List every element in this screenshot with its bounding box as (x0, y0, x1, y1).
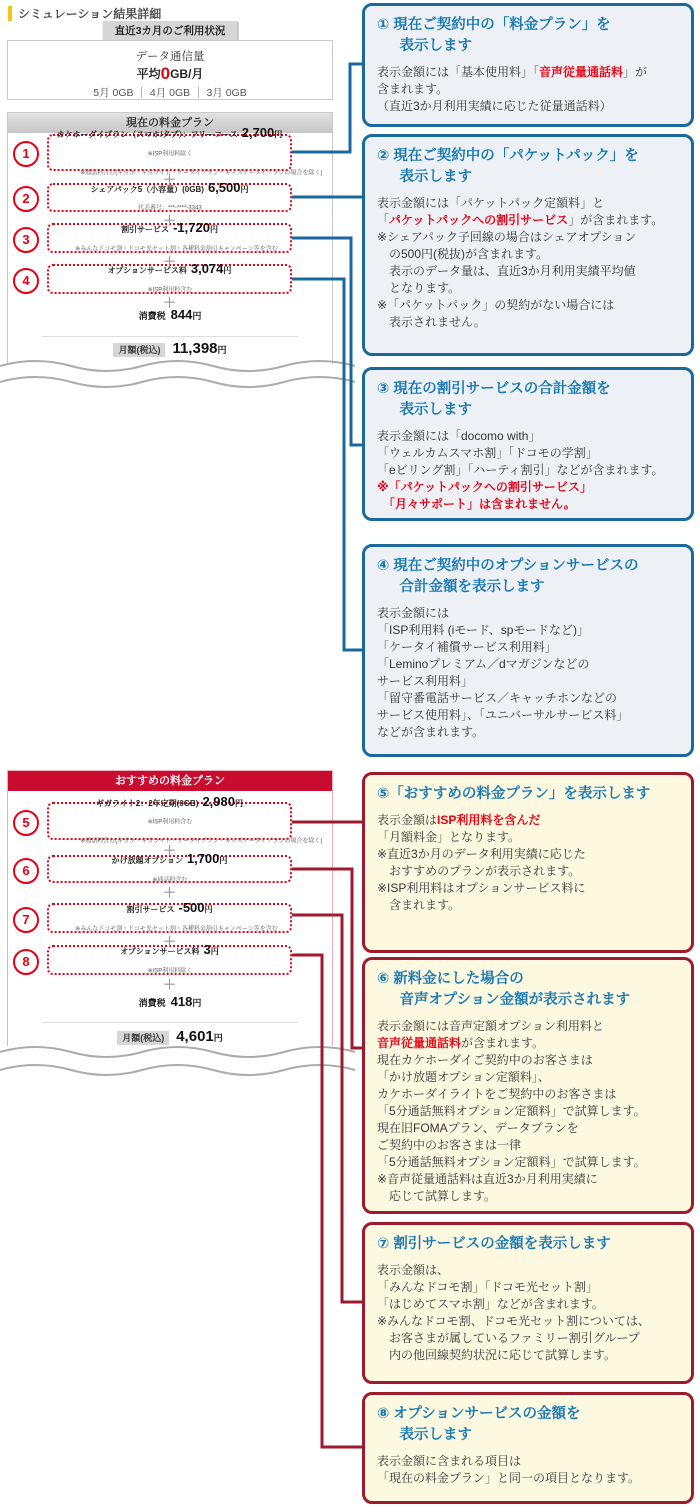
explanation-body-line (377, 1279, 679, 1296)
explanation-title (377, 556, 679, 598)
plus-sign: ＋ (162, 254, 176, 269)
plan-item-main (50, 793, 289, 811)
item-number-badge-3: 3 (13, 227, 39, 253)
usage-avg-prefix: 平均 (136, 67, 161, 81)
plus-sign: ＋ (162, 934, 176, 949)
explanation-text-segment: （直近3か月利用実績に応じた従量通話料） (377, 99, 612, 114)
explanation-text-segment: 「5分通話無料オプション定額料」で試算します。 (377, 1155, 646, 1170)
recommended-wave-1 (0, 1047, 355, 1057)
plan-item-note-text: ※ISP利用料除く (147, 966, 192, 974)
explanation-body-line (377, 1103, 679, 1120)
explanation-box-4 (362, 544, 694, 757)
explanation-text-segment: 表示金額には「docomo with」 (377, 429, 541, 444)
usage-period-badge: 直近3カ月のご利用状況 (103, 21, 238, 40)
explanation-title (377, 1404, 679, 1446)
plan-item-name: ギガライト2：2年定期(0GB) (96, 798, 199, 808)
plan-item-unit: 円 (274, 130, 283, 140)
explanation-text-segment: 表示のデータ量は、直近3か月利用実績平均値 (377, 264, 636, 279)
plan-item-unit: 円 (219, 856, 228, 866)
explanation-text-segment: 「かけ放題オプション定額料」、 (377, 1070, 550, 1085)
explanation-body-line (377, 846, 679, 863)
plan-item-note (50, 960, 289, 979)
total-value: 4,601 (176, 1028, 214, 1045)
explanation-text-segment: 表示されません。 (377, 315, 486, 330)
explanation-body-line (377, 656, 679, 673)
explanation-text-segment: 「ケータイ補償サービス利用料」 (377, 640, 557, 655)
explanation-body-line (377, 829, 679, 846)
explanation-body-line (377, 1453, 679, 1470)
plan-item-name: かけ放題オプション (111, 856, 183, 866)
explanation-body-line (377, 1347, 679, 1364)
plan-item-name: カケホーダイプラン（スマホ/タブ）：フリーコース (56, 130, 238, 140)
recommended-plan-header: おすすめの料金プラン (8, 771, 332, 791)
explanation-title-line: 表示します (399, 402, 472, 419)
explanation-text-segment: 「ISP利用料 (iモード、spモードなど)」 (377, 623, 589, 638)
usage-avg-suffix: GB/月 (170, 67, 204, 81)
plan-item-note-text: ※通話料含む (151, 875, 188, 883)
plan-item-unit: 円 (210, 947, 219, 957)
plus-sign: ＋ (162, 843, 176, 858)
explanation-text-segment: ※みんなドコモ割、ドコモ光セット割については、 (377, 1314, 650, 1329)
explanation-body-line (377, 1120, 679, 1137)
plan-item-note-text: 代表番号：***-****-3343 (137, 204, 202, 212)
explanation-body-line (377, 724, 679, 741)
explanation-title-line: ② 現在ご契約中の「パケットパック」を (377, 148, 639, 164)
explanation-body-line (377, 1296, 679, 1313)
explanation-title-line: 表示します (399, 1427, 472, 1444)
recommended-plan-item-6 (47, 851, 292, 883)
explanation-box-7 (362, 1222, 694, 1384)
explanation-body-line (377, 1018, 679, 1035)
page-title (8, 5, 161, 22)
explanation-text-segment: 「月々サポート」は含まれません。 (377, 497, 576, 512)
plan-item-unit: 円 (223, 266, 232, 276)
plan-item-unit: 円 (240, 184, 249, 194)
explanation-title-line: ③ 現在の割引サービスの合計金額を (377, 381, 611, 397)
explanation-text-segment: ※音声従量通話料は直近3か月利用実績に (377, 1172, 598, 1187)
explanation-text-segment: 」が含まれます。 (568, 213, 664, 228)
total-unit: 円 (213, 1033, 223, 1043)
plan-item-unit: 円 (209, 225, 218, 235)
explanation-text-segment: サービス利用料」 (377, 674, 474, 689)
explanation-text-segment: 表示金額は、 (377, 1263, 450, 1278)
explanation-title-line: 合計金額を表示します (399, 579, 545, 596)
explanation-body-line (377, 1137, 679, 1154)
plus-sign: ＋ (162, 977, 176, 992)
explanation-box-5 (362, 772, 694, 953)
explanation-body-line (377, 195, 679, 212)
explanation-body (377, 1018, 679, 1205)
tax-value: 418 (170, 994, 193, 1009)
explanation-box-3 (362, 367, 694, 521)
plan-item-price: 2,700 (241, 125, 275, 141)
explanation-body-line (377, 496, 679, 513)
plan-item-unit: 円 (204, 905, 213, 915)
explanation-text-segment: 内の他回線契約状況に応じて試算します。 (377, 1348, 617, 1363)
plan-item-price: -500 (178, 900, 205, 916)
plan-item-price: 3,074 (190, 261, 224, 277)
current-divider (42, 336, 298, 337)
explanation-body-line (377, 1086, 679, 1103)
explanation-text-segment: 「ウェルカムスマホ割」「ドコモの学割」 (377, 446, 598, 461)
explanation-body-line (377, 1188, 679, 1205)
tax-label: 消費税 (138, 311, 166, 321)
explanation-body (377, 64, 679, 115)
total-badge: 月額(税込) (113, 343, 165, 357)
explanation-text-segment: ご契約中のお客さまは一律 (377, 1138, 522, 1153)
explanation-body-line (377, 1171, 679, 1188)
explanation-text-segment: ※直近3か月のデータ利用実績に応じた (377, 847, 586, 862)
explanation-body-line (377, 98, 679, 115)
explanation-body-line (377, 280, 679, 297)
explanation-text-segment: パケットパックへの割引サービス (389, 213, 569, 228)
explanation-body (377, 812, 679, 914)
explanation-title-line: ⑦ 割引サービスの金額を表示します (377, 1236, 611, 1252)
explanation-text-segment: 音声従量通話料 (377, 1036, 462, 1051)
explanation-body-line (377, 229, 679, 246)
usage-panel (7, 40, 333, 100)
item-number-badge-4: 4 (13, 268, 39, 294)
explanation-body-line (377, 1313, 679, 1330)
explanation-text-segment: 「現在の料金プラン」と同一の項目となります。 (377, 1471, 641, 1486)
explanation-body-line (377, 690, 679, 707)
explanation-title-line: ④ 現在ご契約中のオプションサービスの (377, 558, 639, 574)
explanation-body-line (377, 297, 679, 314)
item-number-badge-8: 8 (13, 949, 39, 975)
recommended-plan-item-8 (47, 942, 292, 975)
tax-unit: 円 (192, 311, 202, 321)
recommended-tax-row (7, 993, 333, 1011)
plus-sign: ＋ (162, 213, 176, 228)
plan-item-name: オプションサービス料 (107, 266, 187, 276)
explanation-body-line (377, 622, 679, 639)
explanation-text-segment: 表示金額には「基本使用料」「 (377, 65, 540, 80)
recommended-wave-2 (0, 1065, 355, 1075)
plus-sign: ＋ (162, 885, 176, 900)
current-plan-item-1 (47, 125, 323, 176)
explanation-text-segment: 「eビリング割」「ハーティ割引」などが含まれます。 (377, 463, 664, 478)
recommended-total-row (7, 1028, 333, 1046)
plan-item-note-text: ※ISP利用料含む (147, 818, 192, 826)
explanation-text-segment: 表示金額には音声定額オプション利用料と (377, 1019, 604, 1034)
explanation-body-line (377, 246, 679, 263)
explanation-body-line (377, 605, 679, 622)
explanation-body (377, 1453, 679, 1487)
usage-avg-value: 0 (160, 64, 171, 83)
explanation-text-segment: 」が (623, 65, 648, 80)
plus-sign: ＋ (162, 172, 176, 187)
plan-item-note-text: ※通話料含む(ギガホ・ギガライト・ケータイプラン・キッズケータイプランの場合を除く) (80, 168, 323, 176)
explanation-text-segment: 「5分通話無料オプション定額料」で試算します。 (377, 1104, 646, 1119)
explanation-text-segment: 現在カケホーダイご契約中のお客さまは (377, 1053, 593, 1068)
explanation-text-segment: 含まれます。 (377, 898, 461, 913)
explanation-title-line: ⑤「おすすめの料金プラン」を表示します (377, 786, 651, 802)
explanation-text-segment: おすすめのプランが表示されます。 (377, 864, 581, 879)
explanation-text-segment: ISP利用料を含んだ (437, 813, 541, 828)
explanation-body (377, 1262, 679, 1364)
explanation-body-line (377, 1035, 679, 1052)
plan-item-note-text: ※みんなドコモ割・ドコモ光セット割・各種料金割引キャンペーン等を含む (75, 924, 278, 932)
explanation-title (377, 146, 679, 188)
explanation-body-line (377, 1052, 679, 1069)
total-value: 11,398 (172, 340, 218, 357)
plan-item-note-text: ※ISP利用料除く (147, 149, 192, 157)
explanation-text-segment: 「留守番電話サービス／キャッチホンなどの (377, 691, 618, 706)
plan-item-name: オプションサービス料 (120, 947, 200, 957)
current-tax-row (7, 306, 333, 324)
explanation-body-line (377, 812, 679, 829)
plan-item-name: 割引サービス (126, 905, 175, 915)
explanation-body-line (377, 1470, 679, 1487)
explanation-body-line (377, 639, 679, 656)
current-plan-item-2 (47, 179, 292, 212)
total-badge: 月額(税込) (117, 1031, 169, 1045)
explanation-title (377, 1234, 679, 1255)
explanation-body-line (377, 1330, 679, 1347)
explanation-title-line: 表示します (399, 169, 472, 186)
item-number-badge-6: 6 (13, 858, 39, 884)
plan-item-name: 割引サービス (121, 225, 170, 235)
explanation-text-segment: 表示金額は (377, 813, 438, 828)
explanation-body (377, 428, 679, 513)
explanation-body-line (377, 1262, 679, 1279)
explanation-text-segment: 応じて試算します。 (377, 1189, 497, 1204)
explanation-text-segment: ※ISP利用料はオプションサービス料に (377, 881, 586, 896)
plan-item-main (50, 124, 289, 142)
explanation-title (377, 784, 679, 805)
explanation-text-segment: ※シェアパック子回線の場合はシェアオプション (377, 230, 637, 245)
title-accent-bar (8, 6, 12, 21)
item-number-badge-2: 2 (13, 186, 39, 212)
plan-item-price: 1,700 (186, 851, 220, 867)
explanation-text-segment: カケホーダイライトをご契約中のお客さまは (377, 1087, 617, 1102)
explanation-text-segment: 「 (377, 213, 390, 228)
plan-item-price: 3 (203, 942, 211, 958)
explanation-body-line (377, 479, 679, 496)
plan-item-unit: 円 (234, 798, 243, 808)
plan-item-price: -1,720 (173, 220, 210, 236)
explanation-title-line: ⑧ オプションサービスの金額を (377, 1406, 581, 1422)
explanation-body-line (377, 1154, 679, 1171)
explanation-text-segment: 音声従量通話料 (539, 65, 624, 80)
explanation-body-line (377, 445, 679, 462)
explanation-title (377, 379, 679, 421)
explanation-title (377, 15, 679, 57)
explanation-text-segment: ※「パケットパック」の契約がない場合には (377, 298, 615, 313)
usage-title: データ通信量 (135, 51, 205, 63)
current-plan-header: 現在の料金プラン (8, 113, 332, 133)
explanation-body-line (377, 64, 679, 81)
explanation-text-segment: となります。 (377, 281, 461, 296)
explanation-body-line (377, 673, 679, 690)
explanation-title (377, 969, 679, 1011)
explanation-body (377, 195, 679, 331)
explanation-text-segment: 表示金額には「パケットパック定額料」と (377, 196, 605, 211)
explanation-body-line (377, 880, 679, 897)
explanation-body-line (377, 212, 679, 229)
explanation-body (377, 605, 679, 741)
explanation-body-line (377, 263, 679, 280)
explanation-box-6 (362, 957, 694, 1214)
explanation-body-line (377, 462, 679, 479)
explanation-body-line (377, 1069, 679, 1086)
item-number-badge-5: 5 (13, 810, 39, 836)
explanation-text-segment: 「はじめてスマホ割」などが含まれます。 (377, 1297, 604, 1312)
explanation-text-segment: 表示金額には (377, 606, 450, 621)
explanation-body-line (377, 314, 679, 331)
explanation-text-segment: が含まれます。 (461, 1036, 545, 1051)
current-total-row (7, 340, 333, 358)
explanation-box-1 (362, 3, 694, 127)
explanation-text-segment: 「みんなドコモ割」「ドコモ光セット割」 (377, 1280, 599, 1295)
plan-item-note-text: ※ISP利用料含む (147, 285, 192, 293)
explanation-box-8 (362, 1392, 694, 1504)
page-title-text: シミュレーション結果詳細 (18, 7, 162, 21)
explanation-body-line (377, 428, 679, 445)
explanation-text-segment: 「月額料金」となります。 (377, 830, 521, 845)
plan-item-price: 6,500 (207, 179, 241, 195)
plan-item-name: シェアパック5（小容量）(0GB) (90, 184, 204, 194)
explanation-text-segment: 表示金額に含まれる項目は (377, 1454, 522, 1469)
explanation-body-line (377, 863, 679, 880)
explanation-box-2 (362, 134, 694, 356)
usage-average (8, 65, 332, 82)
explanation-text-segment: 含まれます。 (377, 82, 449, 97)
explanation-text-segment: 「Leminoプレミアム／dマガジンなどの (377, 657, 590, 672)
plan-item-note-text: ※みんなドコモ割・ドコモ光セット割・各種料金割引キャンペーン等を含む (75, 244, 278, 252)
tax-label: 消費税 (138, 998, 166, 1008)
tax-unit: 円 (192, 998, 202, 1008)
tax-value: 844 (170, 307, 193, 322)
explanation-title-line: ⑥ 新料金にした場合の (377, 971, 524, 987)
explanation-title-line: 表示します (399, 38, 472, 55)
explanation-text-segment: 現在旧FOMAプラン、データプランを (377, 1121, 579, 1136)
explanation-body-line (377, 707, 679, 724)
recommended-plan-item-7 (47, 900, 292, 933)
plus-sign: ＋ (162, 295, 176, 310)
plan-item-note (50, 811, 289, 830)
explanation-text-segment: サービス使用料」、「ユニバーサルサービス料」 (377, 708, 629, 723)
recommended-plan-item-5 (47, 793, 323, 845)
plan-item-note (50, 143, 289, 162)
explanation-text-segment: お客さまが属しているファミリー割引グループ (377, 1331, 640, 1346)
item-number-badge-7: 7 (13, 907, 39, 933)
explanation-text-segment: の500円(税抜)が含まれます。 (377, 247, 549, 262)
recommended-divider (42, 1022, 298, 1023)
plan-item-price: 2,980 (202, 793, 235, 809)
usage-monthly-values: 5月 0GB ｜ 4月 0GB ｜ 3月 0GB (93, 87, 247, 99)
explanation-body-line (377, 897, 679, 914)
plan-item-note-text: ※通話料含む(ギガホ・ギガライト・ケータイプラン・キッズケータイプランの場合を除く) (80, 837, 323, 845)
explanation-body-line (377, 81, 679, 98)
explanation-title-line: 音声オプション金額が表示されます (399, 992, 631, 1009)
total-unit: 円 (217, 345, 227, 355)
explanation-text-segment: などが含まれます。 (377, 725, 485, 740)
current-wave-2 (0, 377, 355, 387)
plan-item-main (50, 899, 289, 917)
explanation-text-segment: ※「パケットパックへの割引サービス」 (377, 480, 592, 495)
item-number-badge-1: 1 (13, 141, 39, 167)
explanation-title-line: ① 現在ご契約中の「料金プラン」を (377, 17, 611, 33)
